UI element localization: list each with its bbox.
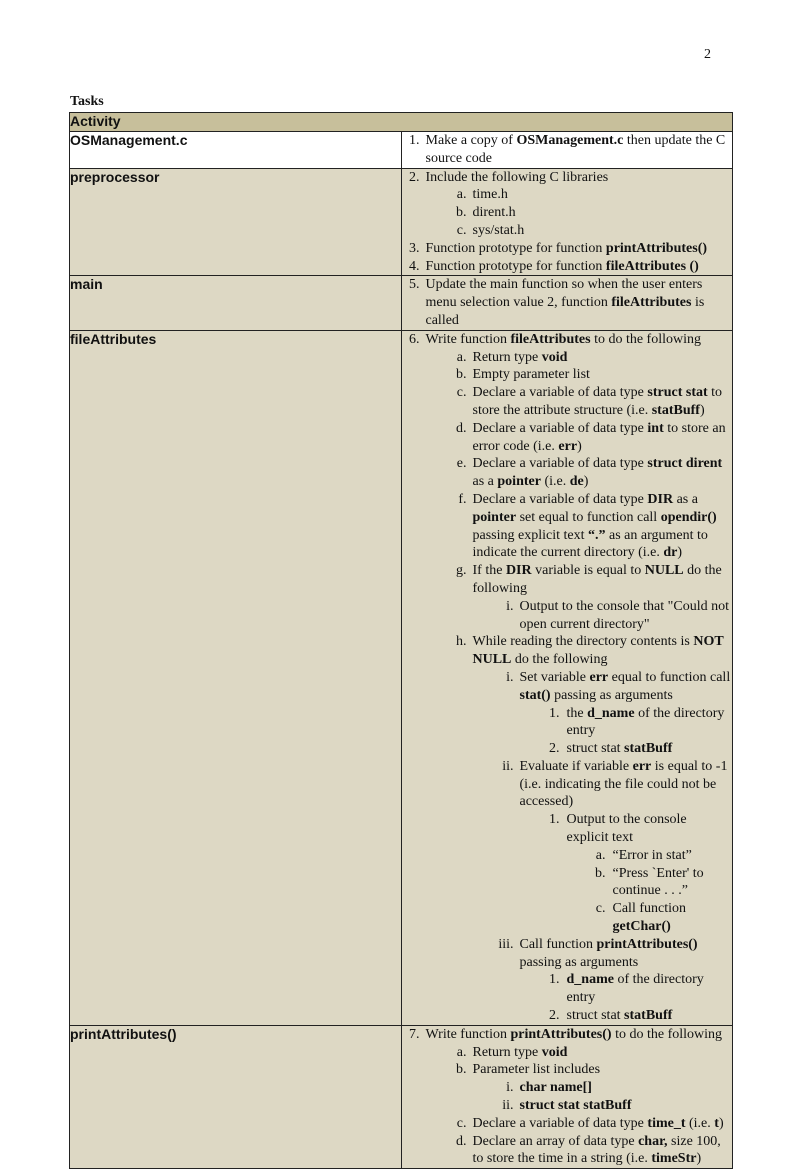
- text: ): [677, 545, 683, 561]
- text: the: [566, 705, 588, 721]
- text: ): [718, 1115, 724, 1131]
- bold-text: fileAttributes (): [605, 258, 699, 274]
- bold-text: opendir(): [660, 509, 717, 525]
- list-item-text: [473, 633, 733, 669]
- list-item-number: b.: [456, 367, 467, 383]
- list-item: [402, 1061, 733, 1079]
- list-item-number: c.: [456, 222, 467, 238]
- text: “Error in stat”: [612, 847, 692, 863]
- text: then update the C source code: [425, 133, 726, 166]
- list-item-text: [613, 865, 733, 901]
- list-item-number: ii.: [502, 1098, 514, 1114]
- bold-text: fileAttributes: [510, 331, 591, 347]
- list-item: [402, 222, 733, 240]
- bold-text: fileAttributes: [611, 295, 692, 311]
- list-item-text: [473, 1133, 733, 1169]
- list-item: [402, 865, 733, 901]
- row-content: [401, 330, 733, 1025]
- list-item-text: [520, 758, 733, 811]
- text: of the directory entry: [566, 972, 704, 1006]
- list-item-number: ii.: [502, 758, 514, 774]
- text: While reading the directory contents is: [472, 634, 694, 650]
- list-item: [402, 240, 733, 258]
- list-item-text: [520, 1079, 733, 1097]
- list-item-text: [426, 1026, 733, 1044]
- text: Declare a variable of data type: [472, 420, 648, 436]
- list-item-text: [567, 811, 733, 847]
- page-number: 2: [704, 47, 711, 62]
- text: set equal to function call: [516, 509, 661, 525]
- list-item-text: [426, 258, 733, 276]
- text: Set variable: [519, 669, 590, 685]
- bold-text: DIR: [647, 491, 674, 507]
- row-label: preprocessor: [70, 168, 402, 276]
- list-item: [402, 331, 733, 349]
- bold-text: char name[]: [519, 1080, 592, 1096]
- text: Update the main function so when the user enters menu selection value 2, function: [425, 277, 703, 311]
- list-item-number: h.: [456, 634, 467, 650]
- list-item: [402, 420, 733, 456]
- text: Declare a variable of data type: [472, 385, 648, 401]
- list-item: [402, 276, 733, 329]
- text: to store an error code (i.e.: [472, 420, 726, 454]
- list-item-number: d.: [456, 1133, 467, 1149]
- text: Write function: [425, 331, 511, 347]
- bold-text: struct dirent: [647, 456, 723, 472]
- list-item: [402, 598, 733, 634]
- list-item: [402, 132, 733, 168]
- bold-text: printAttributes(): [510, 1026, 612, 1042]
- text: Return type: [472, 349, 542, 365]
- list-item-number: c.: [595, 901, 606, 917]
- text: of the directory entry: [566, 705, 725, 739]
- list-item: [402, 349, 733, 367]
- bold-text: pointer: [497, 474, 541, 490]
- text: Empty parameter list: [472, 367, 590, 383]
- list-item-number: a.: [456, 1044, 467, 1060]
- list-item-number: 1.: [549, 705, 560, 721]
- text: ): [583, 474, 589, 490]
- list-item-text: [426, 132, 733, 168]
- list-item-text: [473, 1115, 733, 1133]
- list-item-number: c.: [456, 1115, 467, 1131]
- list-item-text: [473, 204, 733, 222]
- bold-text: statBuff: [651, 402, 700, 418]
- bold-text: getChar(): [612, 919, 671, 935]
- bold-text: t: [714, 1115, 719, 1131]
- text: sys/stat.h: [472, 222, 525, 238]
- text: Return type: [472, 1044, 542, 1060]
- text: Write function: [425, 1026, 511, 1042]
- list-item-number: 6.: [409, 331, 420, 347]
- list-item-text: [426, 331, 733, 349]
- list-item-number: b.: [595, 865, 606, 881]
- bold-text: d_name: [566, 972, 614, 988]
- text: as a: [472, 474, 498, 490]
- text: struct stat: [566, 741, 625, 757]
- list-item: [402, 847, 733, 865]
- bold-text: DIR: [505, 563, 532, 579]
- list-item-text: [613, 900, 733, 936]
- bold-text: void: [541, 1044, 568, 1060]
- list-item: [402, 1044, 733, 1062]
- list-item-text: [567, 971, 733, 1007]
- list-item-number: 1.: [549, 812, 560, 828]
- list-item-number: 5.: [409, 277, 420, 293]
- list-item: [402, 204, 733, 222]
- table-row: [70, 168, 733, 276]
- row-content: [401, 1025, 733, 1168]
- text: “Press `Enter' to continue . . .”: [612, 865, 704, 899]
- text: Declare a variable of data type: [472, 491, 648, 507]
- list-item-text: [473, 455, 733, 491]
- list-item-number: 7.: [409, 1026, 420, 1042]
- list-item-text: [473, 420, 733, 456]
- text: Include the following C libraries: [425, 169, 609, 185]
- list-item: [402, 1007, 733, 1025]
- bold-text: struct stat statBuff: [519, 1098, 632, 1114]
- text: Declare an array of data type: [472, 1133, 639, 1149]
- list-item-number: 1.: [409, 133, 420, 148]
- list-item-text: [520, 669, 733, 705]
- text: size 100, to store the time in a string (i.e.: [472, 1133, 721, 1167]
- text: Output to the console explicit text: [566, 812, 687, 846]
- bold-text: NULL: [644, 563, 684, 579]
- bold-text: timeStr: [651, 1151, 697, 1167]
- tasks-heading: Tasks: [70, 94, 104, 109]
- list-item: [402, 455, 733, 491]
- list-item: [402, 169, 733, 187]
- list-item: [402, 366, 733, 384]
- row-label: printAttributes(): [70, 1025, 402, 1168]
- bold-text: char,: [638, 1133, 668, 1149]
- text: Parameter list includes: [472, 1062, 601, 1078]
- list-item-text: [473, 491, 733, 562]
- list-item-number: i.: [506, 1080, 514, 1096]
- row-content: [401, 276, 733, 330]
- bold-text: dr: [663, 545, 678, 561]
- bold-text: statBuff: [624, 741, 673, 757]
- text: do the following: [472, 563, 722, 596]
- list-item-text: [473, 222, 733, 240]
- list-item: [402, 186, 733, 204]
- bold-text: OSManagement.c: [516, 133, 624, 148]
- bold-text: stat(): [519, 687, 551, 703]
- table-row: [70, 1025, 733, 1168]
- list-item: [402, 633, 733, 669]
- list-item: [402, 1026, 733, 1044]
- list-item-text: [473, 366, 733, 384]
- activity-header: Activity: [70, 113, 733, 132]
- text: Evaluate if variable: [519, 758, 633, 774]
- bold-text: pointer: [472, 509, 517, 525]
- list-item-number: 1.: [549, 972, 560, 988]
- list-item: [402, 740, 733, 758]
- list-item: [402, 758, 733, 811]
- text: is called: [425, 295, 705, 328]
- list-item-text: [426, 240, 733, 258]
- list-item: [402, 1133, 733, 1169]
- row-content: [401, 168, 733, 276]
- text: passing explicit text: [472, 527, 588, 543]
- row-content: [401, 132, 733, 169]
- list-item-text: [520, 598, 733, 634]
- list-item-number: 2.: [549, 1008, 560, 1024]
- list-item-text: [520, 1097, 733, 1115]
- text: to do the following: [611, 1026, 723, 1042]
- list-item-number: a.: [595, 847, 606, 863]
- list-item-number: a.: [456, 187, 467, 203]
- list-item-text: [426, 276, 733, 329]
- tasks-table: [69, 112, 733, 1169]
- list-item: [402, 811, 733, 847]
- bold-text: err: [558, 438, 578, 454]
- list-item-text: [567, 740, 733, 758]
- list-item: [402, 1115, 733, 1133]
- list-item-number: 2.: [549, 741, 560, 757]
- text: (i.e.: [540, 474, 570, 490]
- list-item-number: a.: [456, 349, 467, 365]
- list-item: [402, 384, 733, 420]
- text: (i.e.: [685, 1115, 715, 1131]
- list-item: [402, 900, 733, 936]
- bold-text: de: [569, 474, 584, 490]
- list-item-number: 3.: [409, 240, 420, 256]
- text: Call function: [519, 936, 597, 952]
- text: Make a copy of: [425, 133, 517, 148]
- text: as an argument to indicate the current directory (i.e.: [472, 527, 708, 561]
- list-item-text: [473, 1061, 733, 1079]
- text: as a: [673, 491, 698, 507]
- table-row: [70, 276, 733, 330]
- bold-text: NOT NULL: [472, 634, 724, 668]
- text: ): [699, 402, 705, 418]
- text: is equal to -1 (i.e. indicating the file could not be accessed): [519, 758, 728, 810]
- bold-text: err: [632, 758, 652, 774]
- text: Call function: [612, 901, 686, 917]
- list-item-number: iii.: [498, 936, 514, 952]
- bold-text: void: [541, 349, 568, 365]
- list-item-number: b.: [456, 205, 467, 221]
- bold-text: d_name: [587, 705, 635, 721]
- text: Function prototype for function: [425, 240, 606, 256]
- list-item-number: e.: [456, 456, 467, 472]
- list-item: [402, 936, 733, 972]
- list-item-number: b.: [456, 1062, 467, 1078]
- list-item-number: g.: [456, 563, 467, 579]
- bold-text: printAttributes(): [596, 936, 698, 952]
- text: ): [696, 1151, 702, 1167]
- bold-text: statBuff: [624, 1008, 673, 1024]
- bold-text: “.”: [587, 527, 606, 543]
- table-header-row: [70, 113, 733, 132]
- row-label: OSManagement.c: [70, 132, 402, 169]
- list-item-text: [613, 847, 733, 865]
- bold-text: struct stat: [647, 385, 708, 401]
- list-item-number: d.: [456, 420, 467, 436]
- list-item-number: c.: [456, 385, 467, 401]
- list-item-number: 4.: [409, 258, 420, 274]
- row-label: main: [70, 276, 402, 330]
- text: Declare a variable of data type: [472, 456, 648, 472]
- text: dirent.h: [472, 205, 516, 221]
- list-item: [402, 491, 733, 562]
- list-item: [402, 705, 733, 741]
- table-row: [70, 330, 733, 1025]
- list-item-text: [473, 186, 733, 204]
- list-item: [402, 1097, 733, 1115]
- list-item-number: f.: [458, 491, 467, 507]
- list-item-text: [567, 705, 733, 741]
- text: If the: [472, 563, 506, 579]
- bold-text: printAttributes(): [605, 240, 708, 256]
- list-item-text: [473, 384, 733, 420]
- list-item-number: i.: [506, 669, 514, 685]
- text: ): [577, 438, 582, 454]
- text: struct stat: [566, 1008, 625, 1024]
- list-item: [402, 669, 733, 705]
- list-item-number: 2.: [409, 169, 420, 185]
- list-item-text: [473, 562, 733, 598]
- list-item-text: [426, 169, 733, 187]
- list-item: [402, 258, 733, 276]
- list-item-text: [473, 349, 733, 367]
- text: Function prototype for function: [425, 258, 606, 274]
- text: do the following: [511, 652, 608, 668]
- row-label: fileAttributes: [70, 330, 402, 1025]
- bold-text: err: [589, 669, 609, 685]
- text: to do the following: [590, 331, 701, 347]
- list-item-text: [520, 936, 733, 972]
- bold-text: time_t: [647, 1115, 686, 1131]
- list-item-number: i.: [506, 598, 514, 614]
- list-item-text: [567, 1007, 733, 1025]
- table-row: [70, 132, 733, 169]
- text: Declare a variable of data type: [472, 1115, 648, 1131]
- text: passing as arguments: [519, 954, 639, 970]
- text: Output to the console that "Could not open current directory": [519, 598, 729, 632]
- text: passing as arguments: [550, 687, 673, 703]
- list-item: [402, 1079, 733, 1097]
- list-item-text: [473, 1044, 733, 1062]
- text: equal to function call: [608, 669, 731, 685]
- text: time.h: [472, 187, 508, 203]
- bold-text: int: [647, 420, 664, 436]
- text: to store the attribute structure (i.e.: [472, 385, 723, 418]
- text: variable is equal to: [531, 563, 645, 579]
- list-item: [402, 971, 733, 1007]
- list-item: [402, 562, 733, 598]
